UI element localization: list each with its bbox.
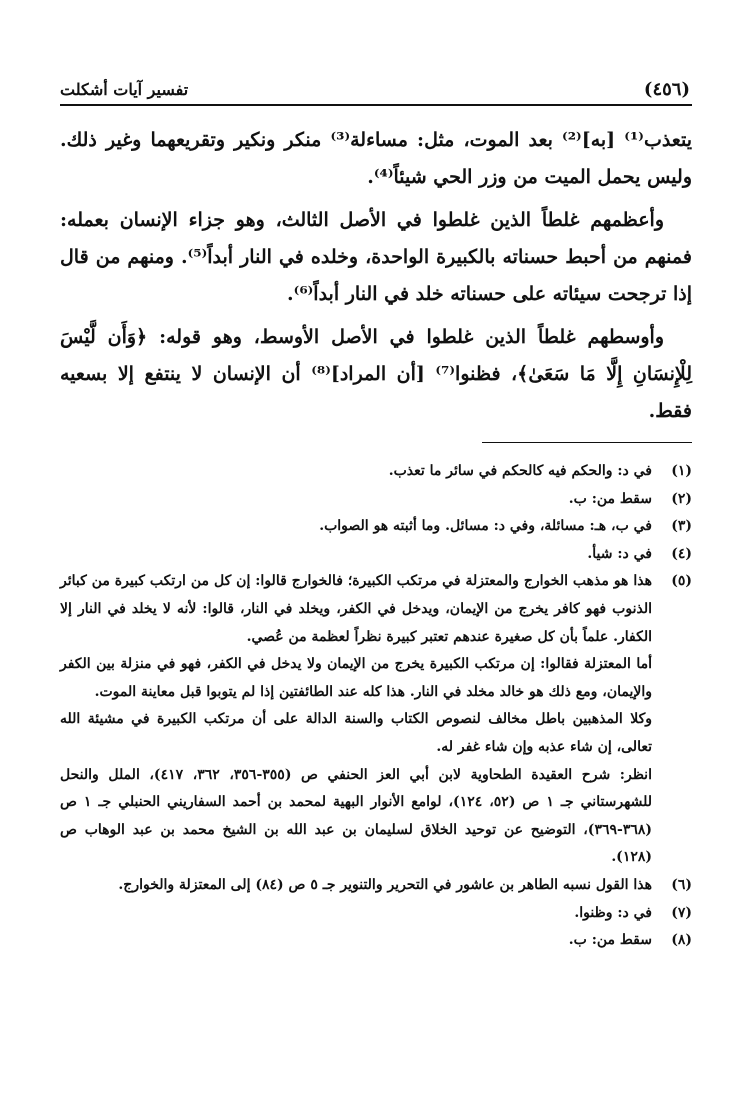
body-paragraph: يتعذب⁽¹⁾ [به]⁽²⁾ بعد الموت، مثل: مساءلة⁽³⁾ منكر ونكير وتقريعهما وغير ذلك. وليس يحمل الميت من وزر الحي شيئاً⁽⁴⁾. xyxy=(60,129,692,188)
footnote-number: (٦) xyxy=(671,876,692,893)
footnote-text: هذا هو مذهب الخوارج والمعتزلة في مرتكب الكبيرة؛ فالخوارج قالوا: إن كل من ارتكب كبيرة من كبائر الذنوب فهو كافر يخرج من الإيمان، ويدخل في الكفر، ويخلد في النار، قالوا: لأنه لا يخلد في النار إلا الكفار. علماً بأن كل صغيرة عندهم تعتبر كبيرة نظراً لعظمة من عُصي. xyxy=(60,573,652,645)
header-rule xyxy=(60,104,692,106)
footnote-text: سقط من: ب. xyxy=(568,932,652,949)
footnote xyxy=(60,513,692,541)
footnote-text: وكلا المذهبين باطل مخالف لنصوص الكتاب والسنة الدالة على أن مرتكب الكبيرة في مشيئة الله تعالى، إن شاء عذبه وإن شاء غفر له. xyxy=(60,711,652,755)
footnote xyxy=(60,927,692,955)
footnote-text: أما المعتزلة فقالوا: إن مرتكب الكبيرة يخرج من الإيمان ولا يدخل في الكفر، فهو في منزلة بين الكفر والإيمان، ومع ذلك هو خالد مخلد في النار. هذا كله عند الطائفتين إذا لم يتوبوا قبل معاينة الموت. xyxy=(60,656,652,700)
body-paragraph: وأوسطهم غلطاً الذين غلطوا في الأصل الأوسط، وهو قوله: ﴿وَأَن لَّيْسَ لِلْإِنسَانِ إِلَّا مَا سَعَىٰ﴾، فظنوا⁽⁷⁾ [أن المراد]⁽⁸⁾ أن الإنسان لا ينتفع إلا بسعيه فقط. xyxy=(60,326,692,422)
footnote-number: (٨) xyxy=(671,932,692,949)
book-title: تفسير آيات أشكلت xyxy=(60,79,189,99)
footnote-number: (٣) xyxy=(671,518,692,535)
footnote-number: (٤) xyxy=(671,545,692,562)
page-header xyxy=(60,75,690,103)
footnote-text: في د: وظنوا. xyxy=(574,904,652,921)
footnote xyxy=(60,568,692,872)
footnote-number: (٧) xyxy=(671,904,692,921)
main-text xyxy=(60,122,692,436)
footnote xyxy=(60,900,692,928)
footnote xyxy=(60,541,692,569)
footnote-text: في د: والحكم فيه كالحكم في سائر ما تعذب. xyxy=(388,463,652,479)
body-paragraph: وأعظمهم غلطاً الذين غلطوا في الأصل الثالث، وهو جزاء الإنسان بعمله: فمنهم من أحبط حسناته بالكبيرة الواحدة، وخلده في النار أبداً⁽⁵⁾. ومنهم من قال إذا ترجحت سيئاته على حسناته خلد في النار أبداً⁽⁶⁾. xyxy=(60,209,692,305)
footnote xyxy=(60,872,692,900)
footnote-number: (٥) xyxy=(671,573,692,590)
footnote-text: في ب، هـ: مسائلة، وفي د: مسائل. وما أثبته هو الصواب. xyxy=(319,518,652,535)
footnote-text: في د: شيأ. xyxy=(587,545,652,562)
footnote xyxy=(60,486,692,514)
footnote-number: (١) xyxy=(671,463,692,479)
footnote-text: انظر: شرح العقيدة الطحاوية لابن أبي العز الحنفي ص (٣٥٥-٣٥٦، ٣٦٢، ٤١٧)، الملل والنحل للشهرستاني جـ ١ ص (٥٢، ١٢٤)، لوامع الأنوار البهية لمحمد بن أحمد السفاريني الحنبلي جـ ١ ص (٣٦٨-٣٦٩)، التوضيح عن توحيد الخلاق لسليمان بن عبد الله بن الشيخ محمد بن عبد الوهاب ص (١٢٨). xyxy=(60,766,652,866)
footnote-number: (٢) xyxy=(671,490,692,507)
footnotes xyxy=(60,458,692,955)
page-number: (٤٥٦) xyxy=(643,78,690,100)
footnote-separator xyxy=(482,442,692,443)
footnote-text: سقط من: ب. xyxy=(568,490,652,507)
footnote-text: هذا القول نسبه الطاهر بن عاشور في التحرير والتنوير جـ ٥ ص (٨٤) إلى المعتزلة والخوارج. xyxy=(118,876,652,893)
footnote xyxy=(60,458,692,486)
